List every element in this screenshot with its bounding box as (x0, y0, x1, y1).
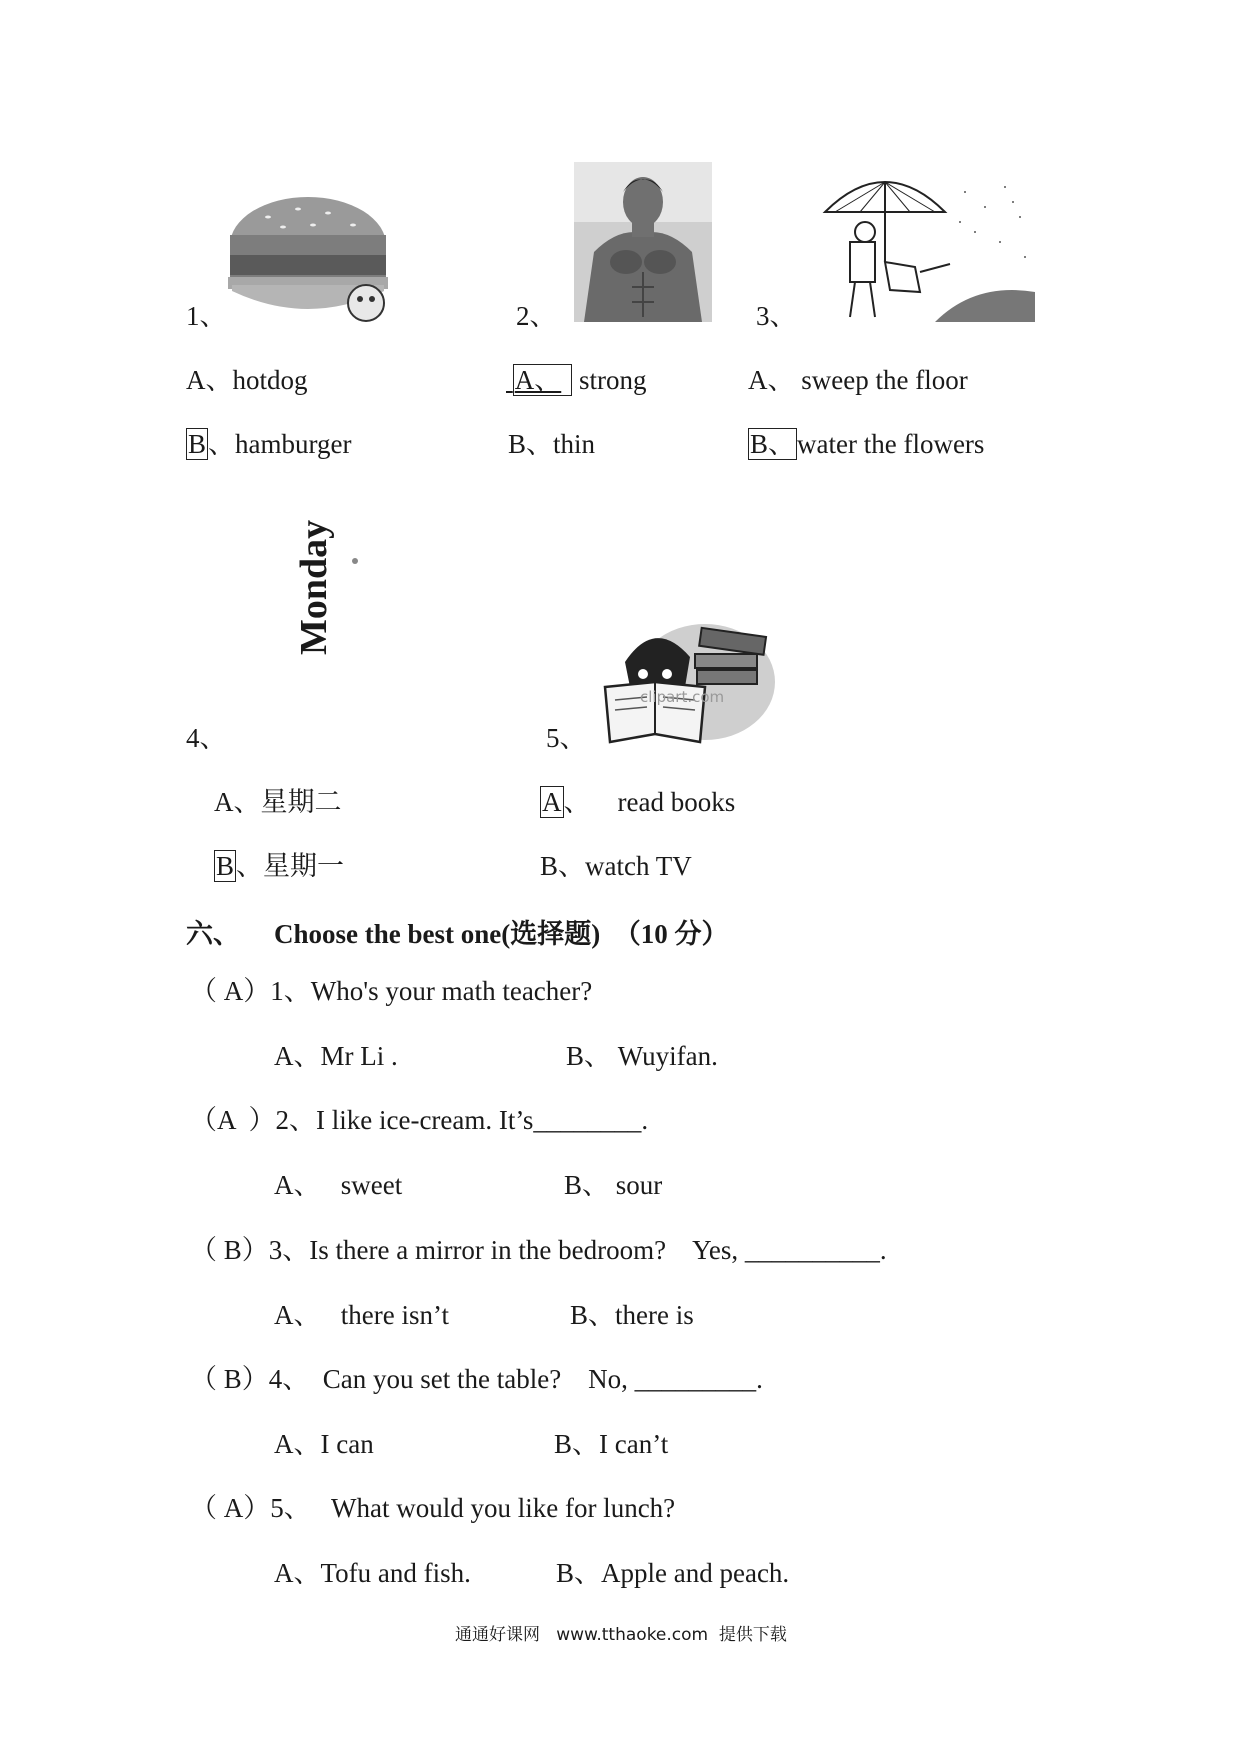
question-3-option-b: B、there is (570, 1300, 694, 1330)
picture-3-option-a: A、 sweep the floor (748, 365, 968, 395)
question-5: （ A）5、 What would you like for lunch? (190, 1493, 676, 1523)
picture-4-option-b-text: 、星期一 (236, 851, 345, 881)
question-5-option-a: A、Tofu and fish. (274, 1558, 471, 1588)
clipart-watermark: clipart.com (640, 688, 725, 706)
picture-5-number: 5、 (546, 723, 587, 753)
picture-5-option-a (540, 786, 735, 818)
question-3: （ B）3、Is there a mirror in the bedroom? Yes, __________. (190, 1235, 887, 1265)
question-5-option-b: B、Apple and peach. (556, 1558, 790, 1588)
picture-4-option-a: A、星期二 (214, 787, 342, 817)
muscular-man-photo (574, 162, 712, 322)
picture-3-option-b (748, 428, 984, 460)
picture-4-number: 4、 (186, 723, 227, 753)
picture-3-answer-box: B、 (750, 429, 796, 459)
picture-1-option-a: A、hotdog (186, 365, 308, 395)
question-2-option-b: B、 sour (564, 1170, 663, 1200)
question-1-option-b: B、 Wuyifan. (566, 1041, 718, 1071)
question-2: （A ）2、I like ice-cream. It’s________. (190, 1105, 649, 1135)
picture-5-option-a-text: 、 read books (563, 787, 736, 817)
picture-1-option-b-text: 、hamburger (208, 429, 352, 459)
question-4-option-a: A、I can (274, 1429, 374, 1459)
boy-reading-icon (595, 612, 775, 752)
section-6-title: Choose the best one(选择题) （10 分） (274, 919, 729, 949)
picture-5-answer-box: A (542, 787, 562, 817)
picture-3-number: 3、 (756, 301, 797, 331)
picture-2-option-a (506, 364, 647, 396)
picture-5-option-b: B、watch TV (540, 851, 692, 881)
picture-2-option-b: B、thin (508, 429, 596, 459)
picture-4-option-b (214, 850, 344, 882)
monday-word: Monday (293, 519, 335, 655)
question-3-option-a: A、 there isn’t (274, 1300, 449, 1330)
question-2-option-a: A、 sweet (274, 1170, 403, 1200)
question-1-option-a: A、Mr Li . (274, 1041, 398, 1071)
small-dot-icon (352, 558, 358, 564)
question-1: （ A）1、Who's your math teacher? (190, 976, 593, 1006)
picture-3-option-b-text: water the flowers (797, 429, 985, 459)
picture-4-answer-box: B (216, 851, 235, 881)
picture-2-option-a-text: strong (579, 365, 647, 395)
picture-1-option-b (186, 428, 351, 460)
question-4: （ B）4、 Can you set the table? No, _________. (190, 1364, 763, 1394)
picture-2-answer-box: A、 (513, 364, 573, 396)
section-6-number: 六、 (186, 919, 240, 949)
watering-flowers-icon (815, 172, 1035, 322)
hamburger-icon (228, 195, 393, 323)
picture-2-number: 2、 (516, 301, 557, 331)
picture-1-answer-box: B (188, 429, 207, 459)
question-4-option-b: B、I can’t (554, 1429, 669, 1459)
page-footer: 通通好课网 www.tthaoke.com 提供下载 (455, 1625, 787, 1645)
picture-1-number: 1、 (186, 301, 227, 331)
